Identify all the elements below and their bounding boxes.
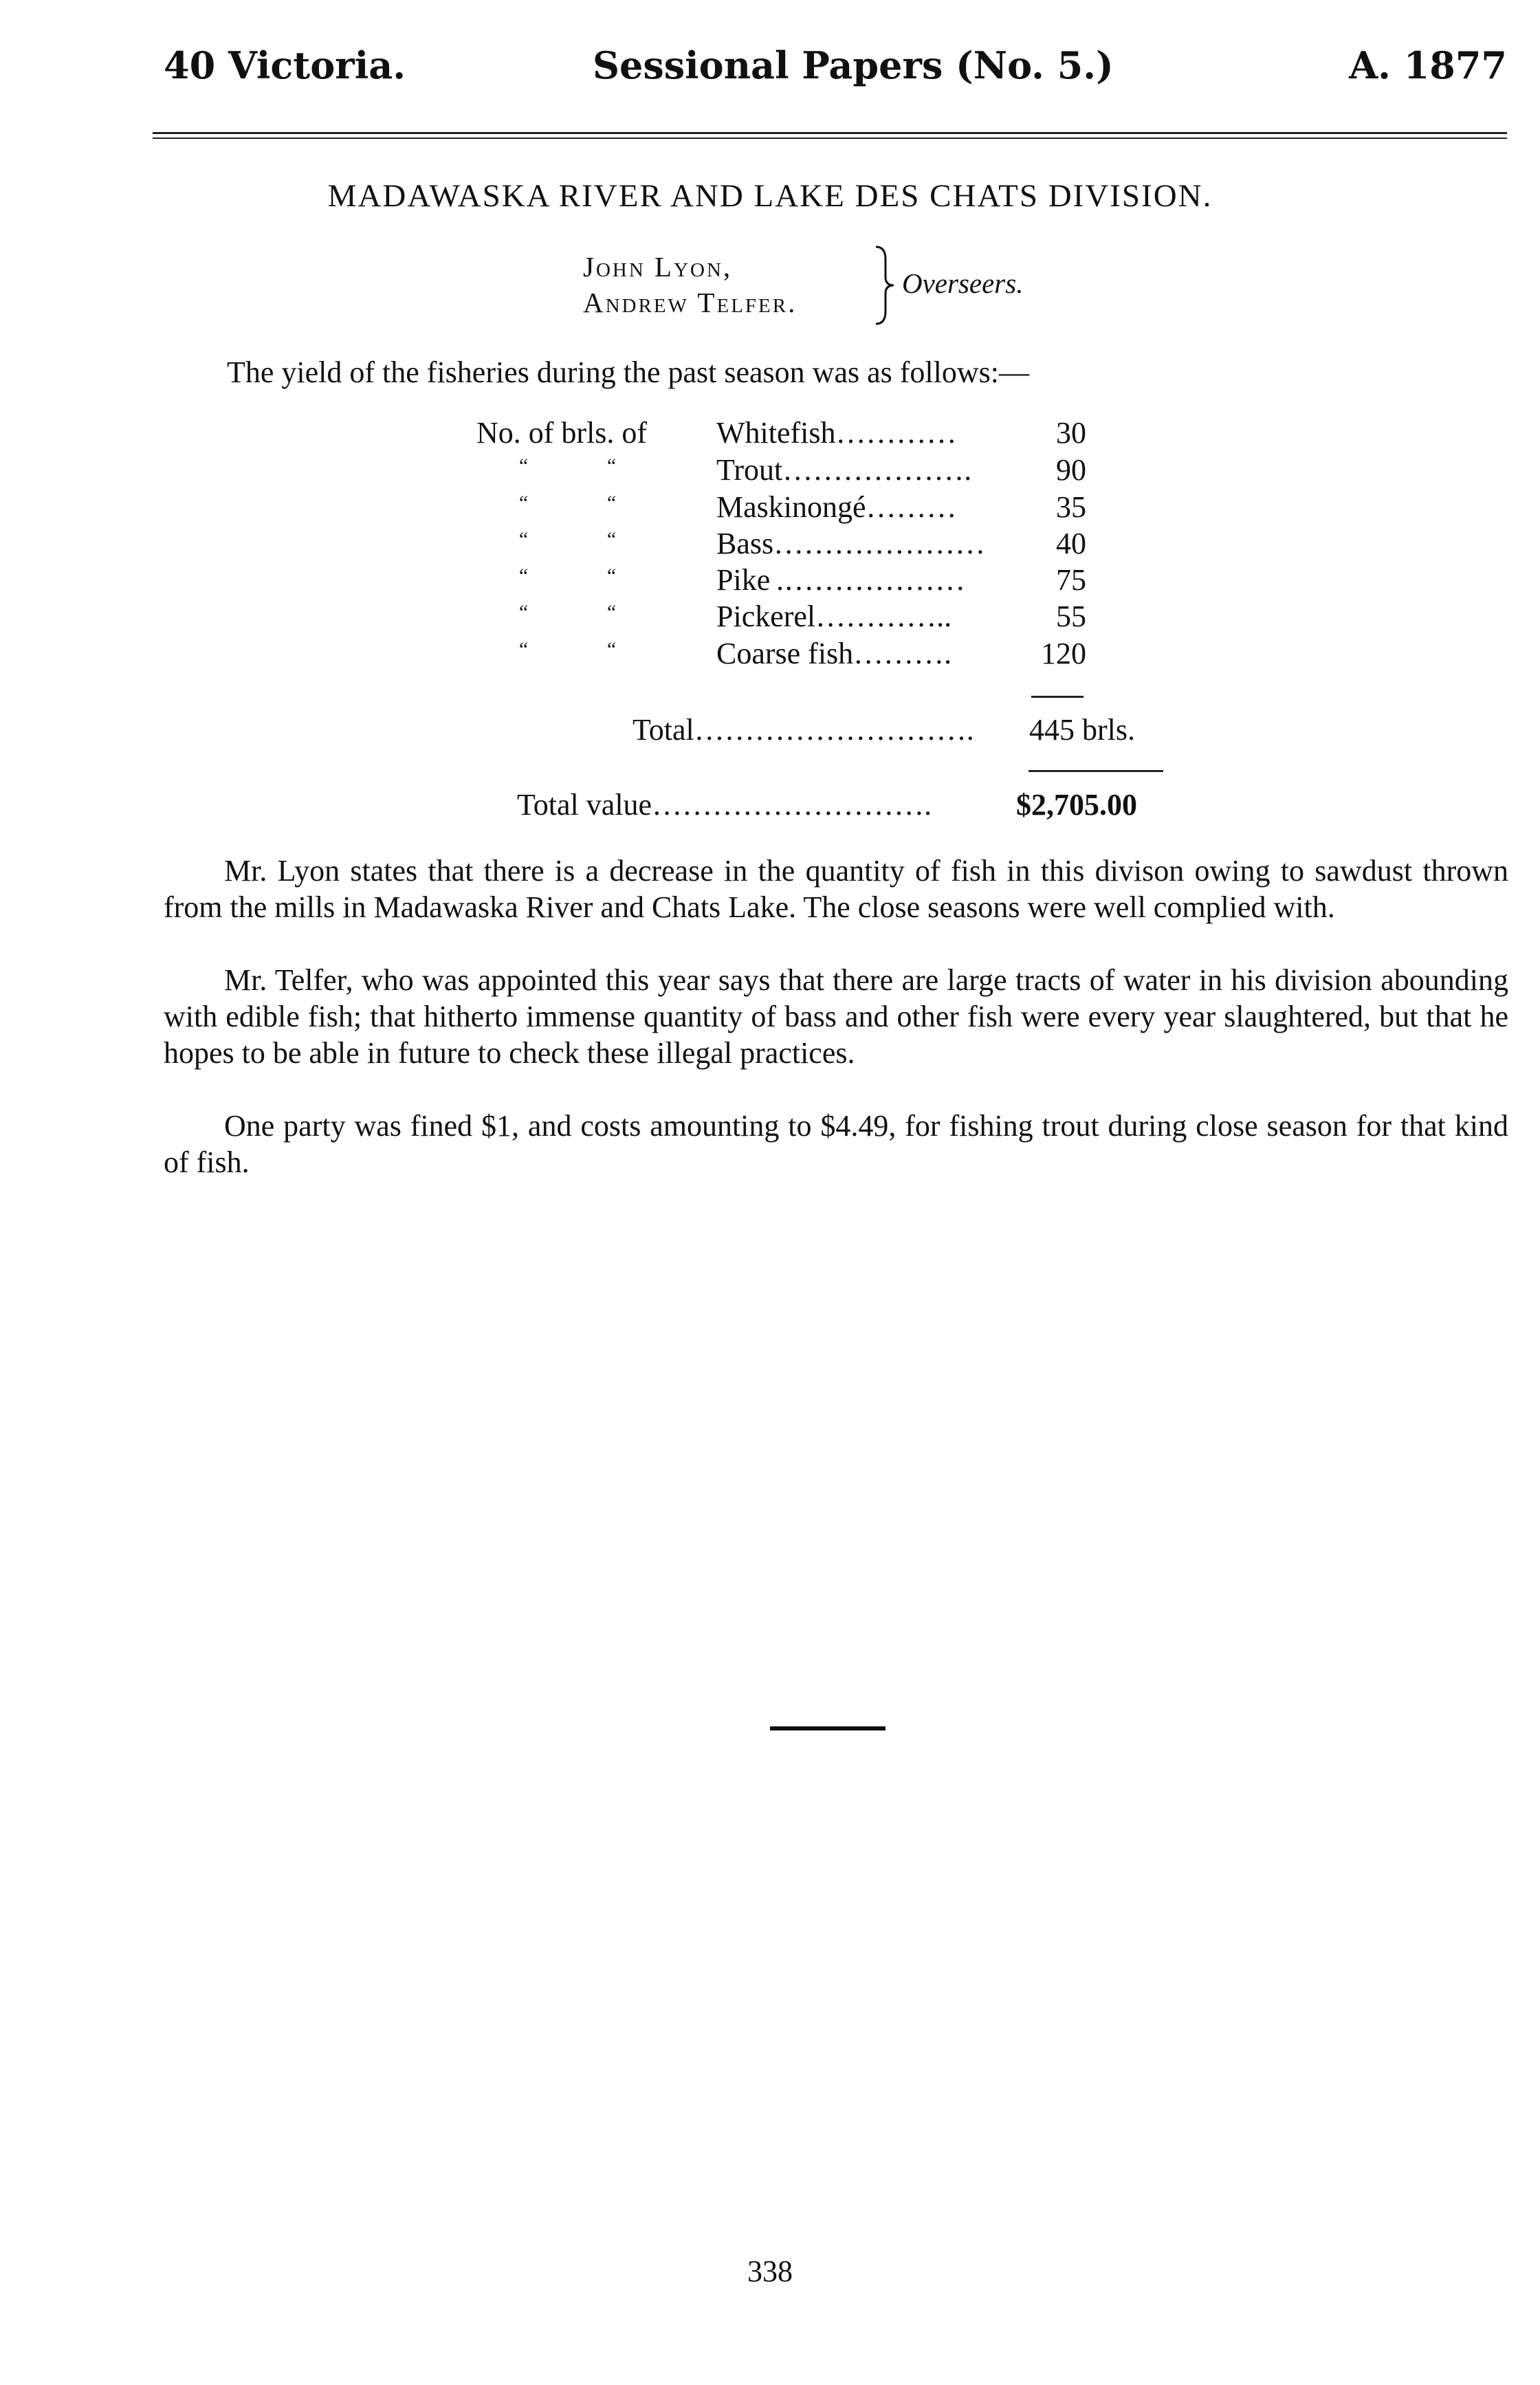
table-row (0, 490, 1540, 525)
overseers-label: Overseers. (902, 267, 1024, 299)
ditto-mark: “ (517, 601, 529, 624)
table-row (0, 562, 1540, 598)
running-header-left: 40 Victoria. (164, 43, 406, 87)
section-title: MADAWASKA RIVER AND LAKE DES CHATS DIVISION. (327, 178, 1213, 214)
table-row (0, 526, 1540, 562)
end-rule (770, 1726, 886, 1730)
total-label: Total………………………. (632, 713, 974, 747)
ditto-mark: “ (605, 638, 617, 661)
fish-barrels: 90 (1056, 453, 1086, 487)
table-row (0, 452, 1540, 488)
fish-name: Pike .……………… (716, 563, 966, 597)
fish-barrels: 75 (1056, 563, 1086, 597)
ditto-mark: “ (517, 454, 529, 477)
header-double-rule (153, 132, 1507, 139)
total-barrels: 445 brls. (1029, 713, 1135, 747)
fish-name: Maskinongé……… (716, 490, 957, 524)
total-value-label: Total value………………………. (517, 788, 932, 822)
ditto-mark: “ (605, 564, 617, 587)
fish-barrels: 120 (1041, 637, 1086, 670)
overseer-name-2: Andrew Telfer. (583, 287, 798, 318)
paragraph-fine: One party was fined $1, and costs amounting to $4.49, for fishing trout during close season for that kind of fish. (164, 1109, 1508, 1179)
paragraph-lyon: Mr. Lyon states that there is a decrease in the quantity of fish in this divison owing to sawdust thrown from the mills in Madawaska River and Chats Lake. The close seasons were well complied with. (164, 854, 1508, 924)
running-header-right: A. 1877 (1349, 43, 1507, 87)
table-row (0, 599, 1540, 635)
fish-barrels: 40 (1056, 527, 1086, 560)
fish-name: Whitefish………… (716, 416, 957, 450)
table-row (0, 415, 1540, 451)
fish-name: Pickerel………….. (716, 600, 952, 633)
intro-sentence: The yield of the fisheries during the past season was as follows:— (227, 355, 1029, 389)
total-value-amount: $2,705.00 (1016, 788, 1137, 822)
ditto-mark: “ (605, 492, 617, 514)
fish-barrels: 35 (1056, 490, 1086, 524)
page-number: 338 (747, 2254, 793, 2288)
brace-icon (872, 244, 899, 327)
ditto-mark: “ (605, 454, 617, 477)
ditto-mark: “ (517, 638, 529, 661)
ditto-mark: “ (517, 528, 529, 551)
ditto-mark: “ (605, 601, 617, 624)
running-header-center: Sessional Papers (No. 5.) (593, 43, 1114, 87)
table-row (0, 636, 1540, 672)
sum-rule (1031, 696, 1084, 698)
sum-rule (1028, 770, 1163, 772)
ditto-mark: “ (517, 564, 529, 587)
fish-barrels: 55 (1056, 600, 1086, 633)
overseer-name-1: John Lyon, (583, 251, 733, 283)
fish-name: Coarse fish………. (716, 637, 952, 670)
paragraph-telfer: Mr. Telfer, who was appointed this year says that there are large tracts of water in his division abounding with edible fish; that hitherto immense quantity of bass and other fish were every year slaughtered, but that he hopes to be able in future to check these illegal practices. (164, 963, 1508, 1070)
fish-barrels: 30 (1056, 416, 1086, 450)
row-lead-text: No. of brls. of (476, 416, 648, 450)
fish-name: Trout………………. (716, 453, 972, 487)
ditto-mark: “ (605, 528, 617, 551)
ditto-mark: “ (517, 492, 529, 514)
fish-name: Bass………………… (716, 527, 986, 560)
